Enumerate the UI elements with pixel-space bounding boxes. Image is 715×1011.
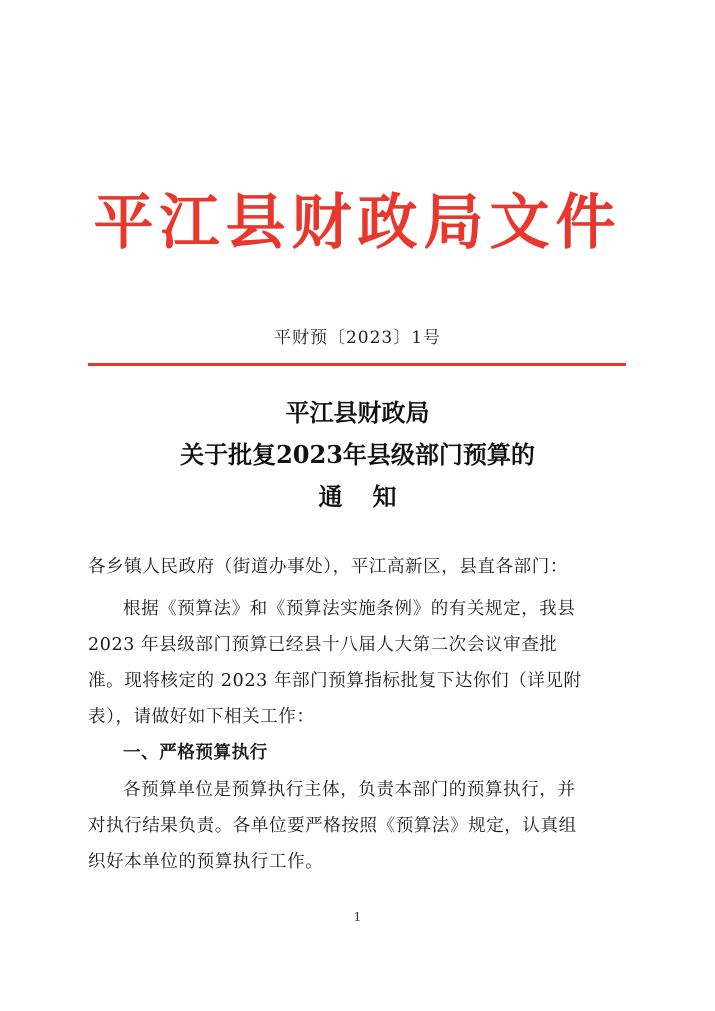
- notice-title-line-1: 平江县财政局: [285, 398, 430, 427]
- addressee-line: 各乡镇人民政府（街道办事处），平江高新区，县直各部门：: [88, 557, 568, 577]
- paragraph-1-line-1: 根据《预算法》和《预算法实施条例》的有关规定，我县: [123, 599, 576, 619]
- section-1-heading: 一、严格预算执行: [123, 743, 268, 763]
- document-header-title: 平江县财政局文件: [93, 188, 622, 258]
- paragraph-1-line-2: 2023 年县级部门预算已经县十八届人大第二次会议审查批: [88, 635, 558, 655]
- notice-title-line-2: 关于批复2023年县级部门预算的: [180, 440, 535, 469]
- red-divider-line: [88, 363, 626, 366]
- document-number: 平财预〔2023〕1号: [273, 328, 442, 348]
- paragraph-2-line-1: 各预算单位是预算执行主体，负责本部门的预算执行，并: [123, 780, 576, 800]
- paragraph-1-line-3: 准。现将核定的 2023 年部门预算指标批复下达你们（详见附: [88, 671, 582, 691]
- paragraph-1-line-4: 表），请做好如下相关工作：: [88, 707, 315, 727]
- paragraph-2-line-2: 对执行结果负责。各单位要严格按照《预算法》规定，认真组: [88, 816, 577, 836]
- paragraph-2-line-3: 织好本单位的预算执行工作。: [88, 852, 324, 872]
- notice-title-line-3: 通知: [318, 482, 427, 511]
- page-number: 1: [353, 910, 362, 924]
